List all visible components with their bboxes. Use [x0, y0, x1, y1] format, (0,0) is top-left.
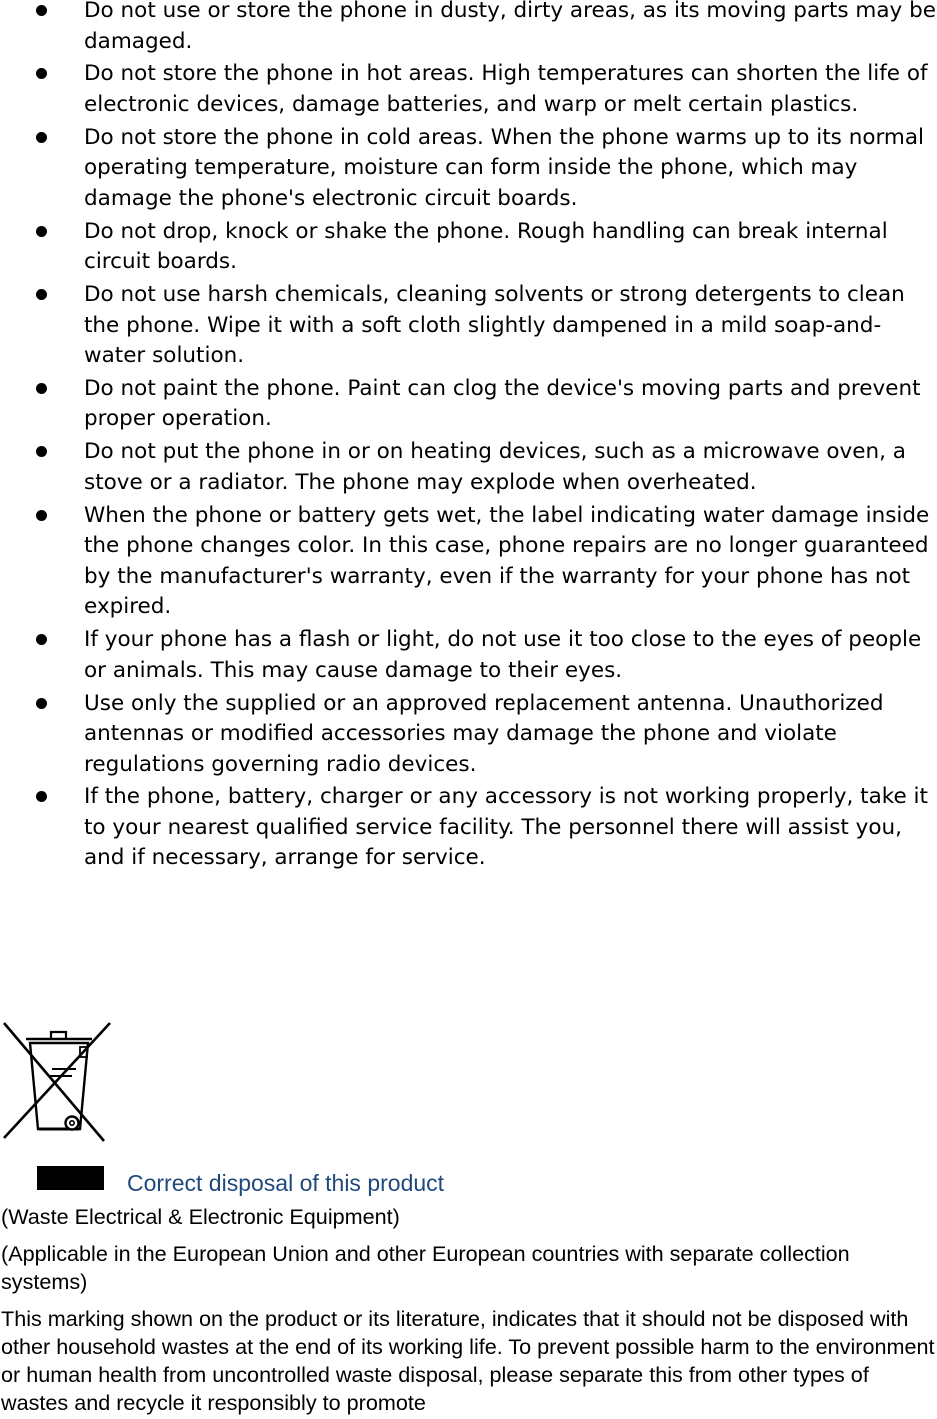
list-item	[0, 625, 937, 686]
section-title: Correct disposal of this product	[127, 1170, 445, 1196]
list-item	[0, 782, 937, 874]
list-item-text: Do not use harsh chemicals, cleaning solvents or strong detergents to clean the phone. Wipe it with a soft cloth slightly dampened in a mild soap-and-water solution.	[84, 282, 905, 369]
applicability-text: (Applicable in the European Union and other European countries with separate collection systems)	[1, 1241, 850, 1294]
list-item-text: Do not put the phone in or on heating devices, such as a microwave oven, a stove or a radiator. The phone may explode when overheated.	[84, 439, 906, 495]
bullet-icon	[36, 446, 47, 457]
bullet-icon	[36, 289, 47, 300]
crossed-out-wheeled-bin-icon	[0, 1020, 114, 1145]
subtitle: (Waste Electrical & Electronic Equipment)	[1, 1204, 400, 1229]
bullet-icon	[36, 510, 47, 521]
body-text: This marking shown on the product or its literature, indicates that it should not be disposed with other household wastes at the end of its working life. To prevent possible harm to the environment or human health from uncontrolled waste disposal, please separate this from other types of wastes and recycle it responsibly to promote	[1, 1306, 935, 1415]
list-item-text: If your phone has a flash or light, do not use it too close to the eyes of people or animals. This may cause damage to their eyes.	[84, 627, 922, 683]
list-item-text: Use only the supplied or an approved replacement antenna. Unauthorized antennas or modified accessories may damage the phone and violate regulations governing radio devices.	[84, 690, 884, 777]
list-item	[0, 501, 937, 623]
list-item-text: If the phone, battery, charger or any accessory is not working properly, take it to your nearest qualified service facility. The personnel there will assist you, and if necessary, arrange for service.	[84, 784, 928, 871]
list-item-text: Do not drop, knock or shake the phone. Rough handling can break internal circuit boards.	[84, 218, 888, 275]
list-item-text: Do not paint the phone. Paint can clog the device's moving parts and prevent proper operation.	[84, 375, 921, 432]
list-item	[0, 217, 937, 278]
bullet-icon	[36, 226, 47, 237]
list-item	[0, 123, 937, 215]
list-item	[0, 0, 937, 57]
list-item	[0, 280, 937, 372]
list-item	[0, 59, 937, 120]
bullet-icon	[36, 698, 47, 709]
bullet-icon	[36, 634, 47, 645]
list-item	[0, 437, 937, 498]
bullet-icon	[36, 791, 47, 802]
bullet-icon	[36, 383, 47, 394]
list-item	[0, 689, 937, 781]
black-bar	[37, 1166, 104, 1190]
bullet-icon	[36, 5, 47, 16]
bullet-icon	[36, 68, 47, 79]
list-item	[0, 374, 937, 435]
list-item-text: When the phone or battery gets wet, the label indicating water damage inside the phone changes color. In this case, phone repairs are no longer guaranteed by the manufacturer's warranty, even if the warranty for your phone has not expired.	[84, 502, 930, 620]
list-item-text: Do not store the phone in cold areas. When the phone warms up to its normal operating temperature, moisture can form inside the phone, which may damage the phone's electronic circuit boards.	[84, 124, 925, 211]
list-item-text: Do not store the phone in hot areas. High temperatures can shorten the life of electronic devices, damage batteries, and warp or melt certain plastics.	[84, 61, 928, 117]
list-item-text: Do not use or store the phone in dusty, dirty areas, as its moving parts may be damaged.	[84, 0, 936, 54]
bullet-icon	[36, 132, 47, 143]
